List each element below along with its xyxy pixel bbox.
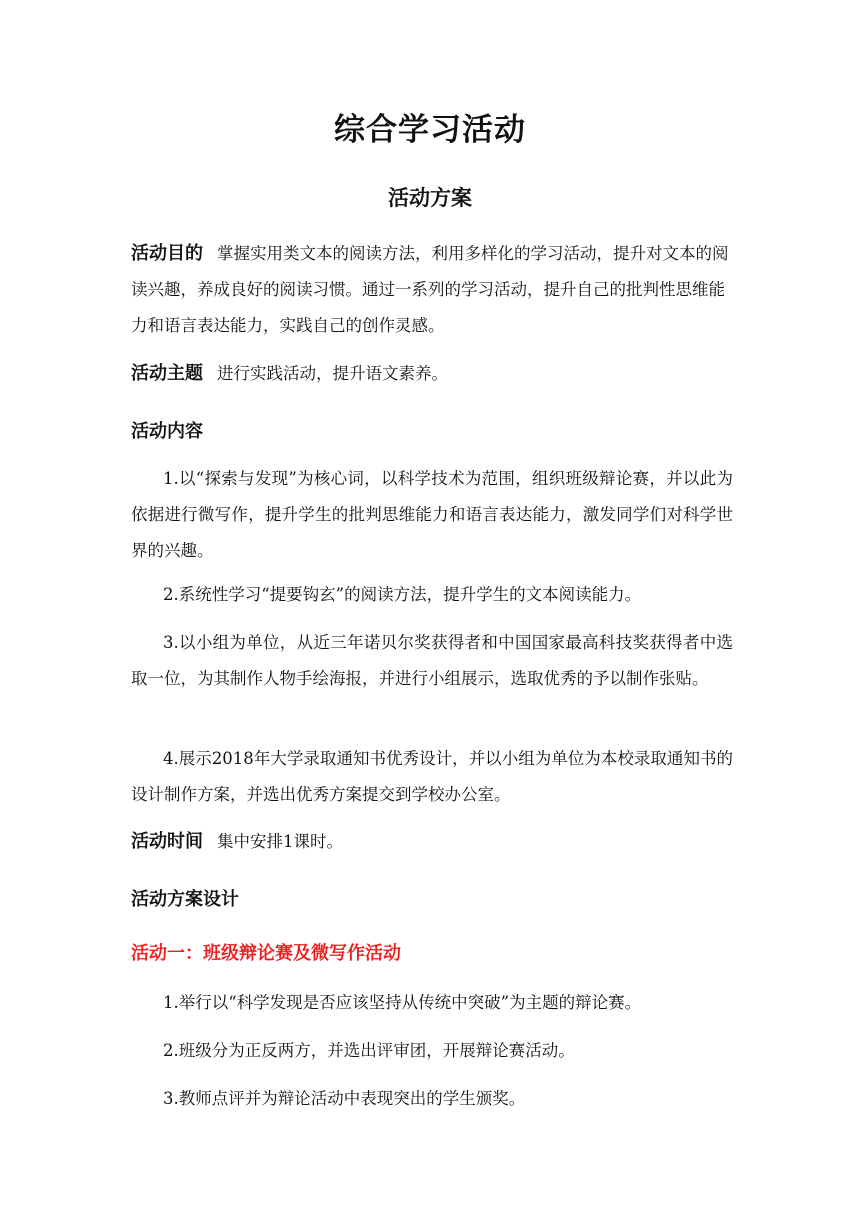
content-item-3: 3.以小组为单位，从近三年诺贝尔奖获得者和中国国家最高科技奖获得者中选取一位，为其制作人物手绘海报，并进行小组展示，选取优秀的予以制作张贴。 [131,633,733,688]
theme-section [131,356,733,392]
time-section [131,824,733,860]
activity1-heading: 活动一：班级辩论赛及微写作活动 [131,943,401,964]
activity1-item-2: 2.班级分为正反两方，并选出评审团，开展辩论赛活动。 [163,1041,575,1060]
purpose-text: 掌握实用类文本的阅读方法，利用多样化的学习活动，提升对文本的阅读兴趣，养成良好的阅读习惯。通过一系列的学习活动，提升自己的批判性思维能力和语言表达能力，实践自己的创作灵感。 [131,244,729,335]
purpose-section [131,236,733,344]
content-heading: 活动内容 [131,421,203,442]
theme-text: 进行实践活动，提升语文素养。 [217,364,448,383]
content-item-2: 2.系统性学习“提要钩玄”的阅读方法，提升学生的文本阅读能力。 [163,585,642,604]
document-subtitle: 活动方案 [388,186,472,210]
content-item-4: 4.展示2018年大学录取通知书优秀设计，并以小组为单位为本校录取通知书的设计制作方案，并选出优秀方案提交到学校办公室。 [131,749,733,804]
time-text: 集中安排1课时。 [217,832,343,851]
design-heading: 活动方案设计 [131,889,239,910]
document-title: 综合学习活动 [334,112,526,148]
purpose-label: 活动目的 [131,243,203,264]
activity1-item-3: 3.教师点评并为辩论活动中表现突出的学生颁奖。 [163,1089,526,1108]
time-label: 活动时间 [131,831,203,852]
theme-label: 活动主题 [131,363,203,384]
activity1-item-1: 1.举行以“科学发现是否应该坚持从传统中突破”为主题的辩论赛。 [163,993,642,1012]
content-item-1: 1.以“探索与发现”为核心词，以科学技术为范围，组织班级辩论赛，并以此为依据进行微写作，提升学生的批判思维能力和语言表达能力，激发同学们对科学世界的兴趣。 [131,469,733,560]
